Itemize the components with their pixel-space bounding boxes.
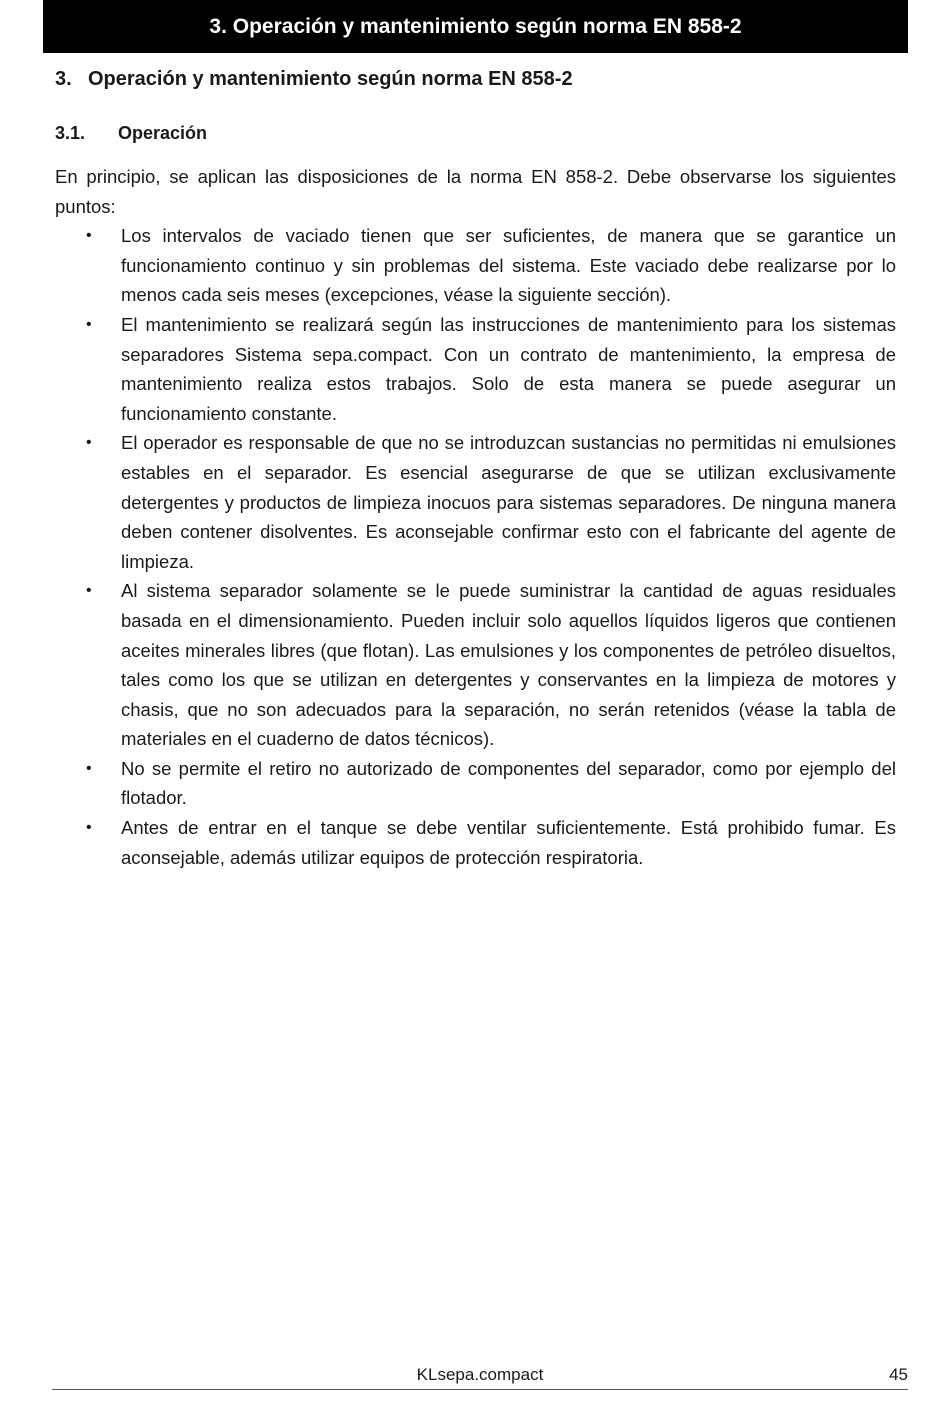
section-number: 3. <box>55 68 72 90</box>
bullet-marker: • <box>86 315 92 333</box>
running-header <box>43 0 908 53</box>
bullet-marker: • <box>86 434 92 452</box>
list-item <box>55 754 896 813</box>
page-number: 45 <box>889 1365 908 1384</box>
list-item <box>55 428 896 576</box>
list-item-text: Los intervalos de vaciado tienen que ser suficientes, de manera que se garantice un funcionamiento continuo y sin problemas del sistema. Este vaciado debe realizarse por lo menos cada seis meses (excepciones, véase la siguiente sección). <box>121 225 896 306</box>
list-item-text: El mantenimiento se realizará según las instrucciones de mantenimiento para los sistemas separadores Sistema sepa.compact. Con un contrato de mantenimiento, la empresa de mantenimiento realiza estos trabajos. Solo de esta manera se puede asegurar un funcionamiento constante. <box>121 313 896 424</box>
list-item-text: El operador es responsable de que no se introduzcan sustancias no permitidas ni emulsiones estables en el separador. Es esencial asegurarse de que se utilizan exclusivamente detergentes y productos de limpieza inocuos para sistemas separadores. De ninguna manera deben contener disolventes. Es aconsejable confirmar esto con el fabricante del agente de limpieza. <box>121 432 896 572</box>
bullet-marker: • <box>86 819 92 837</box>
intro-paragraph: En principio, se aplican las disposiciones de la norma EN 858-2. Debe observarse los siguientes puntos: <box>55 166 896 217</box>
list-item <box>55 576 896 754</box>
bullet-marker: • <box>86 582 92 600</box>
subsection-title: Operación <box>118 123 208 143</box>
section-title: Operación y mantenimiento según norma EN 858-2 <box>88 68 573 90</box>
page-footer <box>52 1363 908 1390</box>
body-content <box>55 162 896 872</box>
list-item-text: Al sistema separador solamente se le puede suministrar la cantidad de aguas residuales basada en el dimensionamiento. Pueden incluir solo aquellos líquidos ligeros que contienen aceites minerales libres (que flotan). Las emulsiones y los componentes de petróleo disueltos, tales como los que se utilizan en detergentes y conservantes en la limpieza de motores y chasis, que no son adecuados para la separación, no serán retenidos (véase la tabla de materiales en el cuaderno de datos técnicos). <box>121 580 896 750</box>
bullet-list <box>55 221 896 872</box>
bullet-marker: • <box>86 759 92 777</box>
subsection-number: 3.1. <box>55 123 86 143</box>
list-item <box>55 813 896 872</box>
list-item-text: Antes de entrar en el tanque se debe ventilar suficientemente. Está prohibido fumar. Es aconsejable, además utilizar equipos de protección respiratoria. <box>121 817 896 868</box>
running-header-title: 3. Operación y mantenimiento según norma EN 858-2 <box>209 14 742 38</box>
list-item <box>55 221 896 310</box>
footer-document-name: KLsepa.compact <box>416 1365 544 1384</box>
section-heading <box>55 68 573 91</box>
list-item-text: No se permite el retiro no autorizado de componentes del separador, como por ejemplo del flotador. <box>121 757 896 809</box>
subsection-heading <box>55 123 207 144</box>
bullet-marker: • <box>86 227 92 245</box>
list-item <box>55 310 896 428</box>
